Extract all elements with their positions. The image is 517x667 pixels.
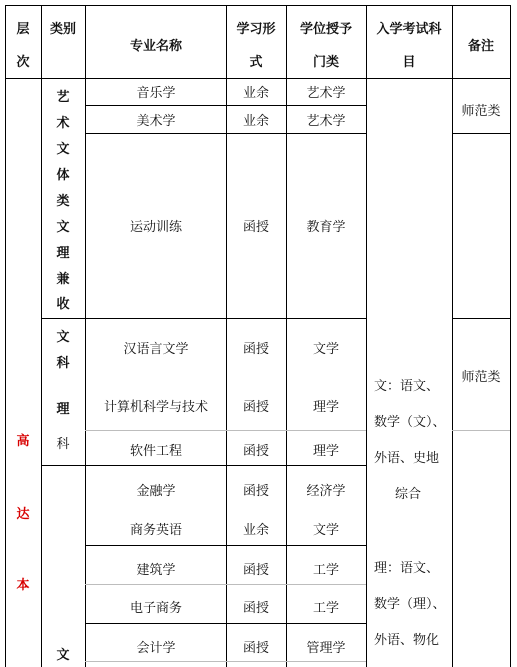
degree-type: 艺术学 [306, 86, 346, 101]
major-name: 软件工程 [129, 444, 183, 459]
category-char: 文 [56, 330, 70, 345]
category-char: 科 [56, 437, 70, 452]
study-form: 函授 [242, 563, 270, 578]
study-form: 函授 [242, 641, 270, 656]
category-char: 理 [56, 402, 70, 417]
remark-normal-school: 师范类 [461, 370, 501, 385]
study-form: 函授 [242, 601, 270, 616]
remark-normal-school: 师范类 [461, 104, 501, 119]
exam-li-line: 数学（理）、 [374, 597, 446, 612]
exam-wen-line: 文：语文、 [374, 379, 440, 394]
major-name: 美术学 [136, 114, 176, 129]
header-level-1: 层 [16, 22, 30, 37]
category-char: 科 [56, 356, 70, 371]
major-name: 金融学 [136, 484, 176, 499]
level-char: 高 [16, 434, 30, 449]
degree-type: 工学 [312, 563, 340, 578]
header-exam-2: 目 [402, 55, 416, 70]
study-form: 函授 [242, 444, 270, 459]
header-remarks: 备注 [467, 39, 495, 54]
degree-type: 文学 [312, 523, 340, 538]
exam-wen-line: 综合 [395, 487, 422, 502]
category-char: 文 [56, 142, 70, 157]
degree-type: 理学 [312, 444, 340, 459]
degree-type: 理学 [312, 400, 340, 415]
category-char: 术 [56, 116, 70, 131]
major-name: 运动训练 [129, 220, 183, 235]
study-form: 函授 [242, 220, 270, 235]
exam-li-line: 理：语文、 [374, 561, 440, 576]
degree-type: 教育学 [306, 220, 346, 235]
category-char: 类 [56, 194, 70, 209]
header-degree-2: 门类 [312, 55, 340, 70]
study-form: 业余 [242, 86, 270, 101]
category-char: 收 [56, 297, 70, 312]
major-name: 计算机科学与技术 [103, 400, 209, 415]
header-degree-1: 学位授予 [299, 22, 353, 37]
header-study-form-2: 式 [249, 55, 263, 70]
exam-wen-line: 外语、史地 [374, 451, 440, 466]
category-char: 理 [56, 246, 70, 261]
header-category: 类别 [49, 22, 77, 37]
degree-type: 工学 [312, 601, 340, 616]
major-name: 建筑学 [136, 563, 176, 578]
header-level-2: 次 [16, 55, 30, 70]
degree-type: 文学 [312, 342, 340, 357]
category-char: 文 [56, 220, 70, 235]
major-name: 音乐学 [136, 86, 176, 101]
study-form: 业余 [242, 523, 270, 538]
level-char: 达 [16, 507, 30, 522]
category-char: 兼 [56, 272, 70, 287]
major-name: 会计学 [136, 641, 176, 656]
category-char: 艺 [56, 90, 70, 105]
degree-type: 经济学 [306, 484, 346, 499]
header-exam-1: 入学考试科 [376, 22, 442, 37]
study-form: 函授 [242, 484, 270, 499]
exam-wen-line: 数学（文）、 [374, 415, 446, 430]
level-char: 本 [16, 578, 30, 593]
header-major: 专业名称 [129, 39, 183, 54]
header-study-form-1: 学习形 [236, 22, 276, 37]
study-form: 业余 [242, 114, 270, 129]
degree-type: 艺术学 [306, 114, 346, 129]
major-name: 商务英语 [129, 523, 183, 538]
exam-li-line: 外语、物化 [374, 633, 440, 648]
major-name: 电子商务 [129, 601, 183, 616]
study-form: 函授 [242, 400, 270, 415]
degree-type: 管理学 [306, 641, 346, 656]
study-form: 函授 [242, 342, 270, 357]
category-char: 体 [56, 168, 70, 183]
category-bottom: 文 [56, 648, 70, 663]
major-name: 汉语言文学 [123, 342, 189, 357]
